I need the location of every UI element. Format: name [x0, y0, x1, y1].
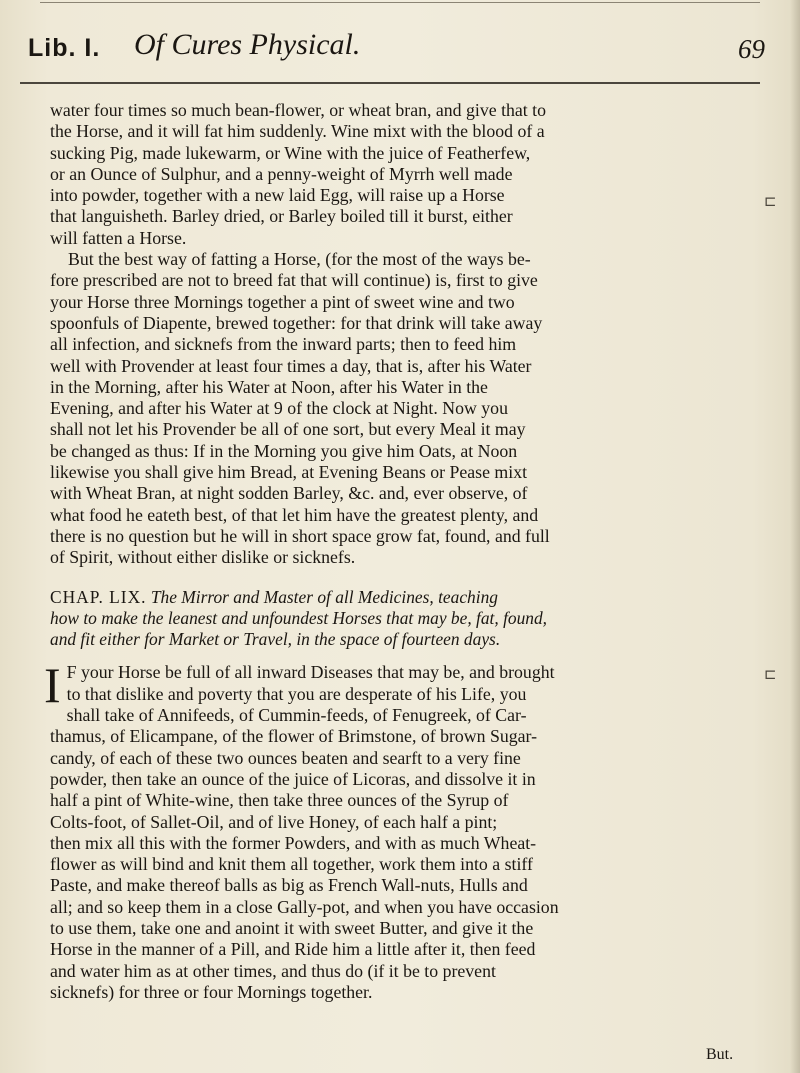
margin-bracket-icon: ⊏ [764, 192, 777, 210]
text-line: Paste, and make thereof balls as big as French Wall-nuts, Hulls and [50, 875, 528, 896]
text-line: all infection, and sicknefs from the inward parts; then to feed him [50, 334, 517, 355]
text-line: spoonfuls of Diapente, brewed together: for that drink will take away [50, 312, 543, 333]
text-line: into powder, together with a new laid Egg, will raise up a Horse [50, 185, 505, 206]
text-line: sucking Pig, made lukewarm, or Wine with the juice of Featherfew, [50, 142, 531, 163]
book-reference: Lib. I. [28, 34, 101, 62]
text-line: what food he eateth best, of that let him have the greatest plenty, and [50, 504, 539, 525]
text-line: in the Morning, after his Water at Noon, after his Water in the [50, 376, 488, 397]
page-body [44, 100, 740, 1003]
text-line: water four times so much bean-flower, or wheat bran, and give that to [50, 100, 547, 120]
paragraph-mirror-of-medicines [44, 657, 740, 1003]
text-line: or an Ounce of Sulphur, and a penny-weight of Myrrh well made [50, 163, 513, 184]
chapter-heading-line-1 [50, 587, 740, 608]
chapter-title-line: The Mirror and Master of all Medicines, teaching [150, 586, 498, 607]
text-line: likewise you shall give him Bread, at Evening Beans or Pease mixt [50, 462, 528, 483]
chapter-heading [50, 587, 740, 651]
text-line: there is no question but he will in short space grow fat, found, and full [50, 525, 550, 546]
text-line: to use them, take one and anoint it with sweet Butter, and give it the [50, 917, 534, 938]
text-line: Horse in the manner of a Pill, and Ride him a little after it, then feed [50, 939, 536, 960]
text-line: shall take of Annifeeds, of Cummin-feeds, of Fenugreek, of Car- [66, 705, 527, 726]
text-line: well with Provender at least four times a day, that is, after his Water [50, 355, 532, 376]
text-line: candy, of each of these two ounces beaten and searft to a very fine [50, 747, 521, 768]
running-title: Of Cures Physical. [134, 28, 361, 61]
margin-bracket-icon: ⊏ [764, 665, 777, 683]
text-line: the Horse, and it will fat him suddenly. Wine mixt with the blood of a [50, 121, 545, 142]
top-edge-rule [40, 2, 760, 3]
text-line: will fatten a Horse. [50, 227, 187, 248]
text-line: half a pint of White-wine, then take three ounces of the Syrup of [50, 790, 509, 811]
text-line: Colts-foot, of Sallet-Oil, and of live Honey, of each half a pint; [50, 811, 498, 832]
text-line: then mix all this with the former Powders, and with as much Wheat- [50, 832, 537, 853]
text-line: of Spirit, without either dislike or sicknefs. [50, 547, 356, 568]
text-line: be changed as thus: If in the Morning you give him Oats, at Noon [50, 440, 518, 461]
text-line: Evening, and after his Water at 9 of the clock at Night. Now you [50, 398, 508, 419]
spacer [50, 650, 740, 662]
paragraph-fattening-remedies [50, 100, 740, 249]
text-line: powder, then take an ounce of the juice of Licoras, and dissolve it in [50, 768, 536, 789]
text-line: and water him as at other times, and thus do (if it be to prevent [50, 960, 496, 981]
text-line: to that dislike and poverty that you are desperate of his Life, you [66, 683, 527, 704]
page-number: 69 [738, 34, 765, 64]
text-line: with Wheat Bran, at night sodden Barley, &c. and, ever observe, of [50, 483, 528, 504]
chapter-title-line: how to make the leanest and unfoundest Horses that may be, fat, found, [50, 607, 548, 628]
text-line: But the best way of fatting a Horse, (for the most of the ways be- [68, 249, 531, 270]
paragraph-best-way-fatting [50, 249, 740, 568]
text-line: sicknefs) for three or four Mornings together. [50, 981, 373, 1002]
catchword: But. [706, 1046, 734, 1063]
chapter-title-line: and fit either for Market or Travel, in the space of fourteen days. [50, 629, 501, 650]
drop-cap: I [44, 657, 61, 714]
chapter-label: CHAP. LIX. [50, 586, 147, 607]
text-line: thamus, of Elicampane, of the flower of Brimstone, of brown Sugar- [50, 726, 538, 747]
text-line: all; and so keep them in a close Gally-pot, and when you have occasion [50, 896, 559, 917]
page-edge-shadow [790, 0, 800, 1073]
header-rule [20, 82, 760, 84]
text-line: F your Horse be full of all inward Diseases that may be, and brought [66, 662, 555, 683]
text-line: shall not let his Provender be all of one sort, but every Meal it may [50, 419, 526, 440]
running-head [0, 6, 800, 76]
text-line: your Horse three Mornings together a pint of sweet wine and two [50, 291, 515, 312]
text-line: flower as will bind and knit them all together, work them into a stiff [50, 854, 533, 875]
text-line: that languisheth. Barley dried, or Barley boiled till it burst, either [50, 206, 513, 227]
text-line: fore prescribed are not to breed fat that will continue) is, first to give [50, 270, 538, 291]
